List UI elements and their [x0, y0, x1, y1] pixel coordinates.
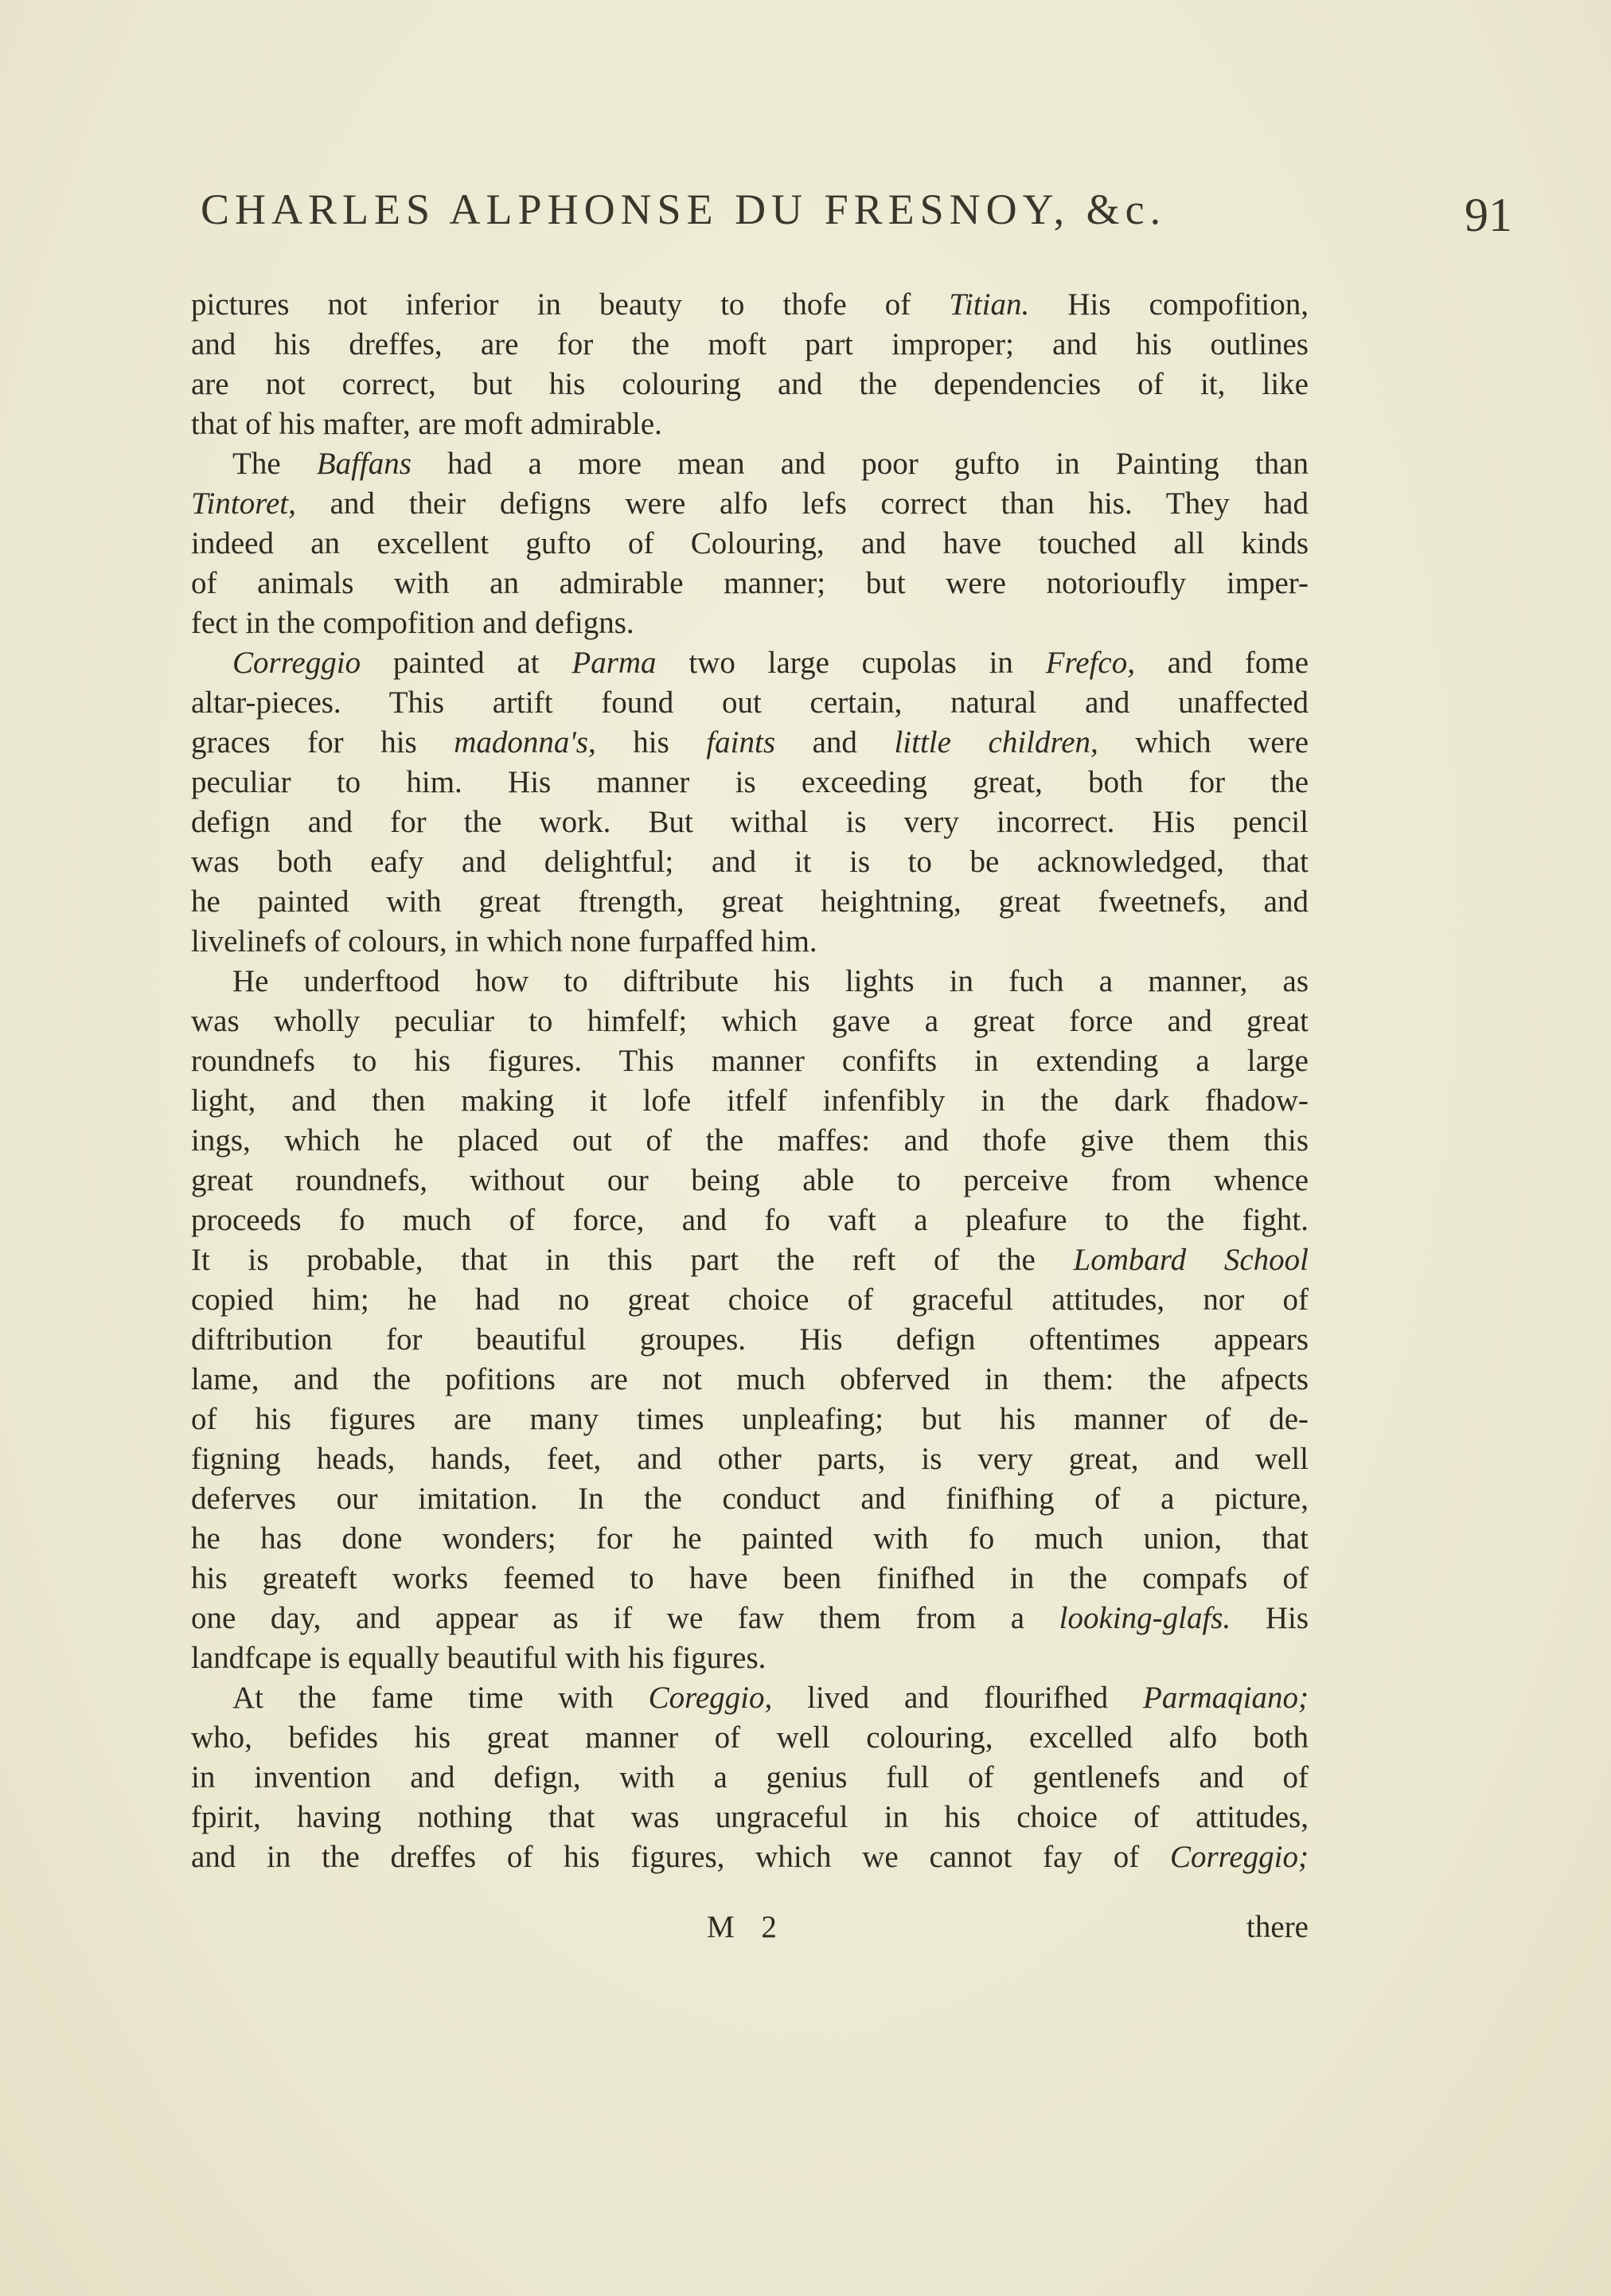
text-line: copied him; he had no great choice of graceful attitudes, nor of — [191, 1283, 1309, 1317]
text-line: of his figures are many times unpleafing; but his manner of de- — [191, 1402, 1309, 1436]
text-line: deferves our imitation. In the conduct and finifhing of a picture, — [191, 1482, 1309, 1516]
text-line: pictures not inferior in beauty to thofe of Titian. His compofition, — [191, 287, 1309, 322]
text-line: altar-pieces. This artift found out certain, natural and unaffected — [191, 685, 1309, 720]
text-line: was wholly peculiar to himfelf; which gave a great force and great — [191, 1004, 1309, 1038]
text-line: indeed an excellent gufto of Colouring, and have touched all kinds — [191, 526, 1309, 560]
page-footer — [191, 1909, 1309, 1949]
text-line: ings, which he placed out of the maffes: and thofe give them this — [191, 1123, 1309, 1158]
text-line: are not correct, but his colouring and the dependencies of it, like — [191, 367, 1309, 401]
text-line: his greateft works feemed to have been finifhed in the compafs of — [191, 1561, 1309, 1595]
text-line: roundnefs to his figures. This manner confifts in extending a large — [191, 1044, 1309, 1078]
text-line: fpirit, having nothing that was ungraceful in his choice of attitudes, — [191, 1800, 1309, 1834]
text-line: Tintoret, and their defigns were alfo lefs correct than his. They had — [191, 486, 1309, 521]
text-line: he has done wonders; for he painted with fo much union, that — [191, 1521, 1309, 1556]
text-line: one day, and appear as if we faw them from a looking-glafs. His — [191, 1601, 1309, 1635]
text-line: who, befides his great manner of well colouring, excelled alfo both — [191, 1720, 1309, 1755]
text-line: livelinefs of colours, in which none furpaffed him. — [191, 924, 817, 959]
text-line: light, and then making it lofe itfelf infenfibly in the dark fhadow- — [191, 1084, 1309, 1118]
signature-mark: M 2 — [707, 1910, 786, 1944]
text-line: defign and for the work. But withal is very incorrect. His pencil — [191, 805, 1309, 839]
text-line: figning heads, hands, feet, and other parts, is very great, and well — [191, 1442, 1309, 1476]
text-line: was both eafy and delightful; and it is to be acknowledged, that — [191, 845, 1309, 879]
text-line: landfcape is equally beautiful with his figures. — [191, 1641, 766, 1675]
text-line: and in the dreffes of his figures, which we cannot fay of Correggio; — [191, 1840, 1309, 1874]
text-line: Correggio painted at Parma two large cupolas in Frefco, and fome — [232, 646, 1309, 680]
text-line: The Baffans had a more mean and poor gufto in Painting than — [232, 447, 1309, 481]
running-head: CHARLES ALPHONSE DU FRESNOY, &c. — [201, 185, 1167, 233]
text-line: graces for his madonna's, his faints and little children, which were — [191, 725, 1309, 759]
text-line: in invention and defign, with a genius full of gentlenefs and of — [191, 1760, 1309, 1794]
text-line: peculiar to him. His manner is exceeding great, both for the — [191, 765, 1309, 799]
text-line: proceeds fo much of force, and fo vaft a pleafure to the fight. — [191, 1203, 1309, 1237]
catchword: there — [1246, 1910, 1309, 1944]
text-line: It is probable, that in this part the reft of the Lombard School — [191, 1243, 1309, 1277]
text-line: diftribution for beautiful groupes. His defign oftentimes appears — [191, 1322, 1309, 1357]
text-line: lame, and the pofitions are not much obferved in them: the afpects — [191, 1362, 1309, 1396]
text-line: great roundnefs, without our being able to perceive from whence — [191, 1163, 1309, 1197]
text-line: of animals with an admirable manner; but were notorioufly imper- — [191, 566, 1309, 600]
body-text — [191, 285, 1309, 1877]
text-line: that of his mafter, are moft admirable. — [191, 407, 662, 441]
text-line: He underftood how to diftribute his lights in fuch a manner, as — [232, 964, 1309, 998]
text-line: he painted with great ftrength, great heightning, great fweetnefs, and — [191, 884, 1309, 919]
text-line: fect in the compofition and defigns. — [191, 606, 634, 640]
page-number: 91 — [1465, 189, 1512, 241]
text-line: At the fame time with Coreggio, lived and flourifhed Parmaqiano; — [232, 1681, 1309, 1715]
text-line: and his dreffes, are for the moft part improper; and his outlines — [191, 327, 1309, 361]
